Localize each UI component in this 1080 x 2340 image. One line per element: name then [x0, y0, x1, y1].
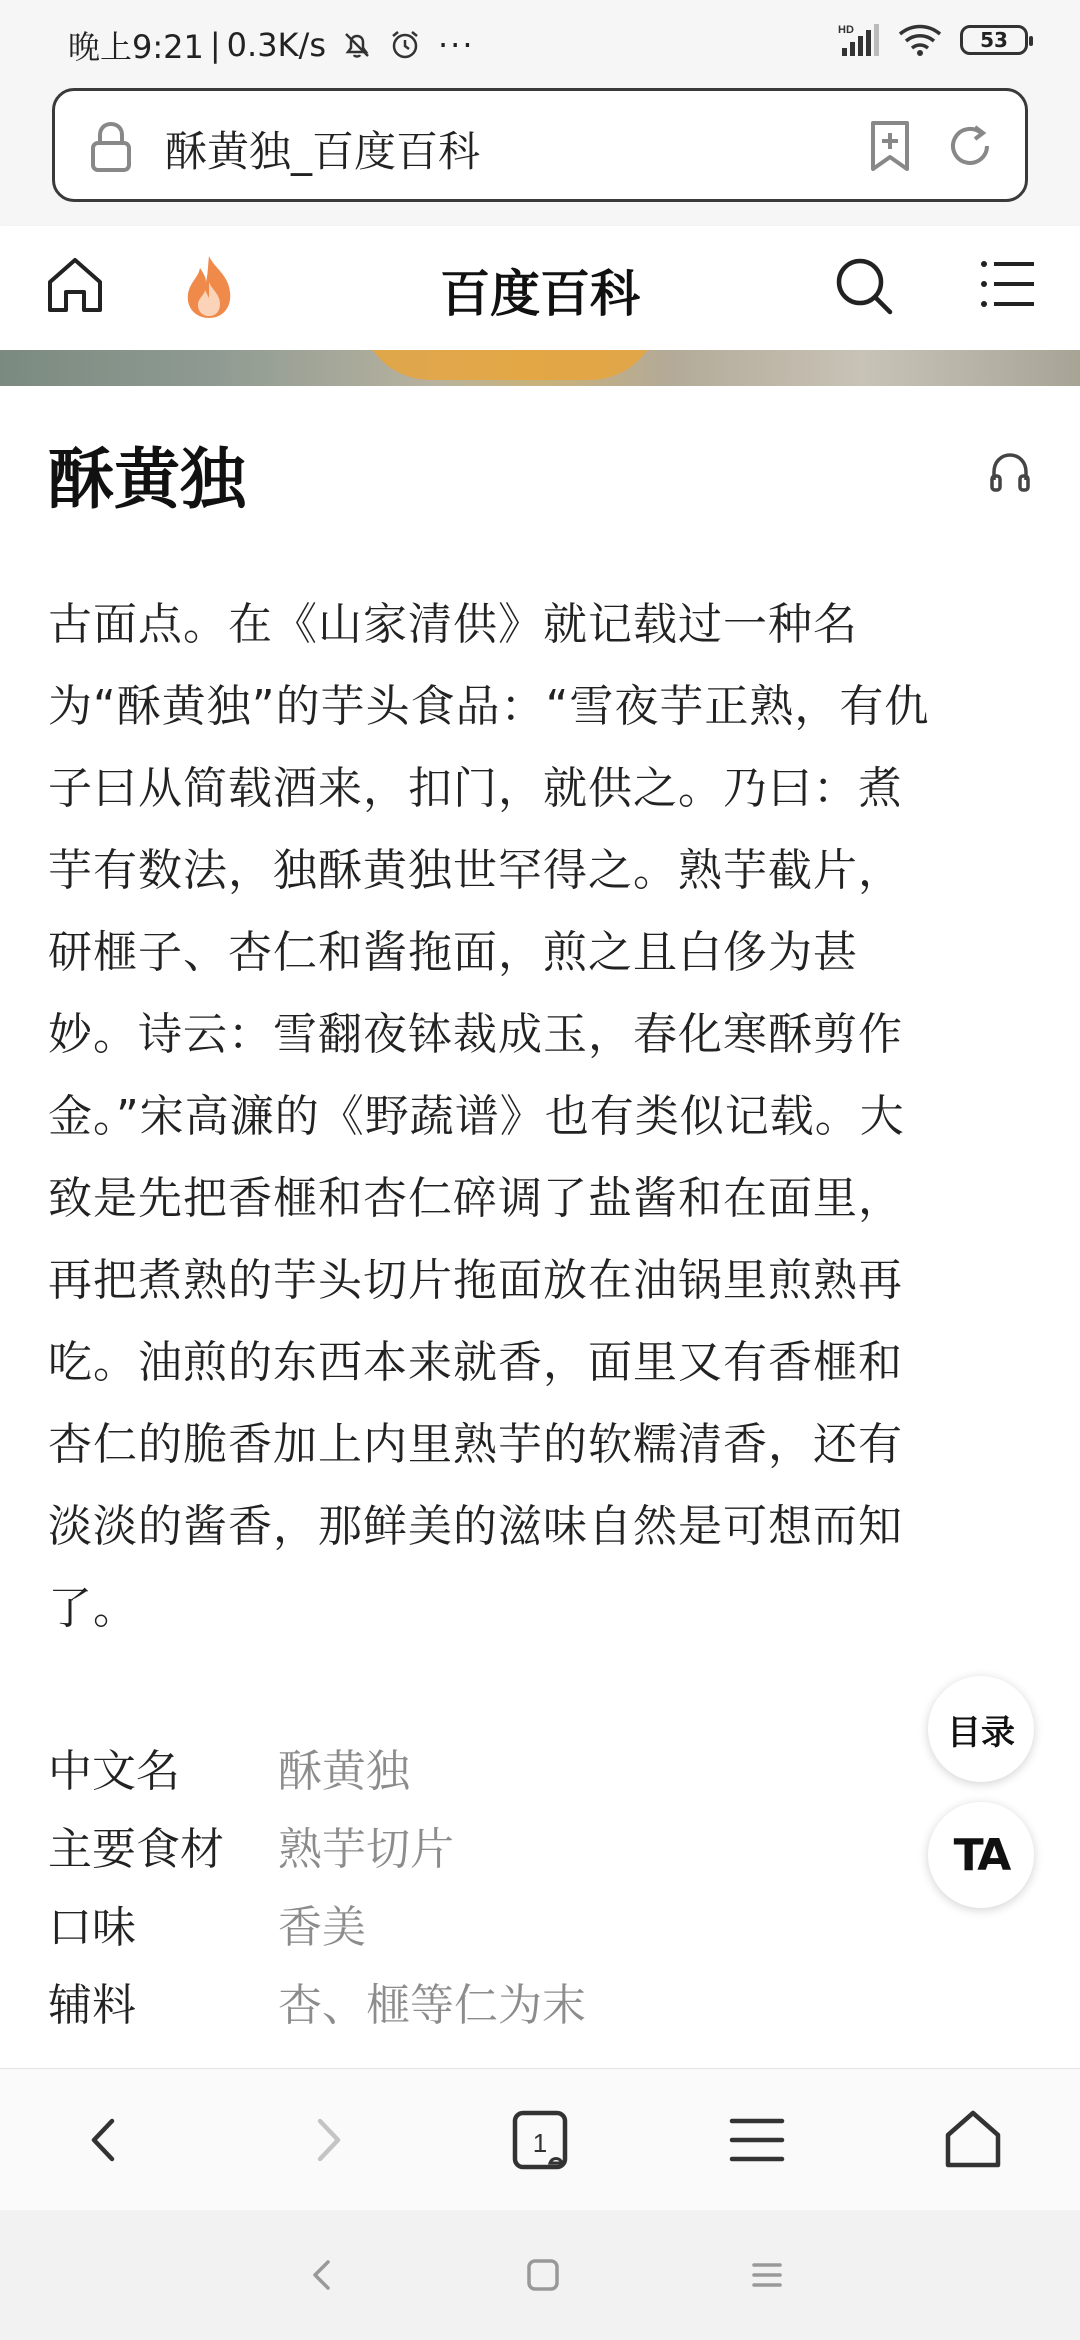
article-title: 酥黄独: [48, 441, 246, 518]
info-row: [48, 1962, 808, 2040]
info-label-auxiliary: 辅料: [48, 1980, 136, 2031]
network-type-label: HD: [838, 24, 854, 36]
info-label-main-ingredient: 主要食材: [48, 1824, 224, 1875]
status-speed: 0.3K/s: [226, 26, 326, 64]
hero-image-food: [360, 350, 660, 380]
status-separator: |: [209, 26, 221, 64]
alarm-clock-icon: [388, 28, 422, 62]
paragraph-line: 子曰从简载酒来，扣门，就供之。乃曰：煮: [48, 763, 903, 814]
paragraph-line: 妙。诗云：雪翻夜钵裁成玉，春化寒酥剪作: [48, 1009, 903, 1060]
status-right: [838, 22, 1028, 58]
article-paragraph: [48, 584, 1018, 1650]
site-header: [0, 226, 1080, 350]
signal-icon: [838, 22, 880, 58]
paragraph-line: 古面点。在《山家清供》就记载过一种名: [48, 599, 858, 650]
refresh-icon[interactable]: [945, 121, 995, 171]
system-recents-icon[interactable]: [742, 2250, 792, 2300]
status-bar: [0, 0, 1080, 84]
info-label-taste: 口味: [48, 1902, 136, 1953]
system-nav-bar: [0, 2210, 1080, 2340]
ta-label: TA: [953, 1829, 1009, 1881]
toc-label: 目录: [947, 1712, 1015, 1753]
browser-menu-icon[interactable]: [722, 2105, 792, 2175]
paragraph-line: 致是先把香榧和杏仁碎调了盐酱和在面里，: [48, 1173, 903, 1224]
battery-icon: [960, 25, 1028, 55]
paragraph-line: 为“酥黄独”的芋头食品：“雪夜芋正熟，有仇: [48, 681, 930, 732]
paragraph-line: 再把煮熟的芋头切片拖面放在油锅里煎熟再: [48, 1255, 903, 1306]
tab-count: 1: [532, 2128, 548, 2158]
address-bar-container: [0, 84, 1080, 226]
paragraph-line: 吃。油煎的东西本来就香，面里又有香榧和: [48, 1337, 903, 1388]
mute-bell-icon: [340, 28, 374, 62]
back-icon[interactable]: [70, 2105, 140, 2175]
search-icon[interactable]: [834, 256, 894, 316]
address-title[interactable]: 酥黄独_百度百科: [165, 127, 481, 176]
browser-toolbar: [0, 2068, 1080, 2210]
lock-icon: [89, 121, 133, 173]
paragraph-line: 了。: [48, 1583, 138, 1634]
info-row: [48, 1728, 808, 1806]
forward-icon[interactable]: [292, 2105, 362, 2175]
battery-level: 53: [980, 28, 1008, 52]
status-time: 晚上9:21: [68, 28, 204, 66]
table-of-contents-button[interactable]: [928, 1676, 1034, 1782]
info-row: [48, 1806, 808, 1884]
system-back-icon[interactable]: [298, 2250, 348, 2300]
paragraph-line: 金。”宋高濂的《野蔬谱》也有类似记载。大: [48, 1091, 905, 1142]
address-bar[interactable]: [52, 88, 1028, 202]
paragraph-line: 研榧子、杏仁和酱拖面，煎之且白侈为甚: [48, 927, 858, 978]
browser-home-icon[interactable]: [938, 2105, 1008, 2175]
system-home-icon[interactable]: [518, 2250, 568, 2300]
headphones-icon[interactable]: [988, 450, 1032, 494]
info-value-taste: 香美: [278, 1902, 366, 1953]
info-row: [48, 1884, 808, 1962]
basic-info-box: [48, 1728, 808, 2040]
paragraph-line: 杏仁的脆香加上内里熟芋的软糯清香，还有: [48, 1419, 903, 1470]
status-more-dots: ···: [437, 26, 475, 64]
paragraph-line: 淡淡的酱香，那鲜美的滋味自然是可想而知: [48, 1501, 903, 1552]
info-label-chinese-name: 中文名: [48, 1746, 180, 1797]
info-value-main-ingredient: 熟芋切片: [278, 1824, 454, 1875]
info-value-auxiliary: 杏、榧等仁为末: [278, 1980, 586, 2031]
status-left: [68, 22, 475, 68]
info-value-chinese-name: 酥黄独: [278, 1746, 410, 1797]
ta-button[interactable]: [928, 1802, 1034, 1908]
tabs-icon[interactable]: [506, 2105, 576, 2175]
hero-image[interactable]: [0, 350, 1080, 386]
paragraph-line: 芋有数法，独酥黄独世罕得之。熟芋截片，: [48, 845, 903, 896]
menu-icon[interactable]: [980, 258, 1036, 310]
site-title[interactable]: 百度百科: [440, 265, 640, 323]
add-bookmark-icon[interactable]: [865, 119, 915, 173]
wifi-icon: [898, 22, 942, 58]
